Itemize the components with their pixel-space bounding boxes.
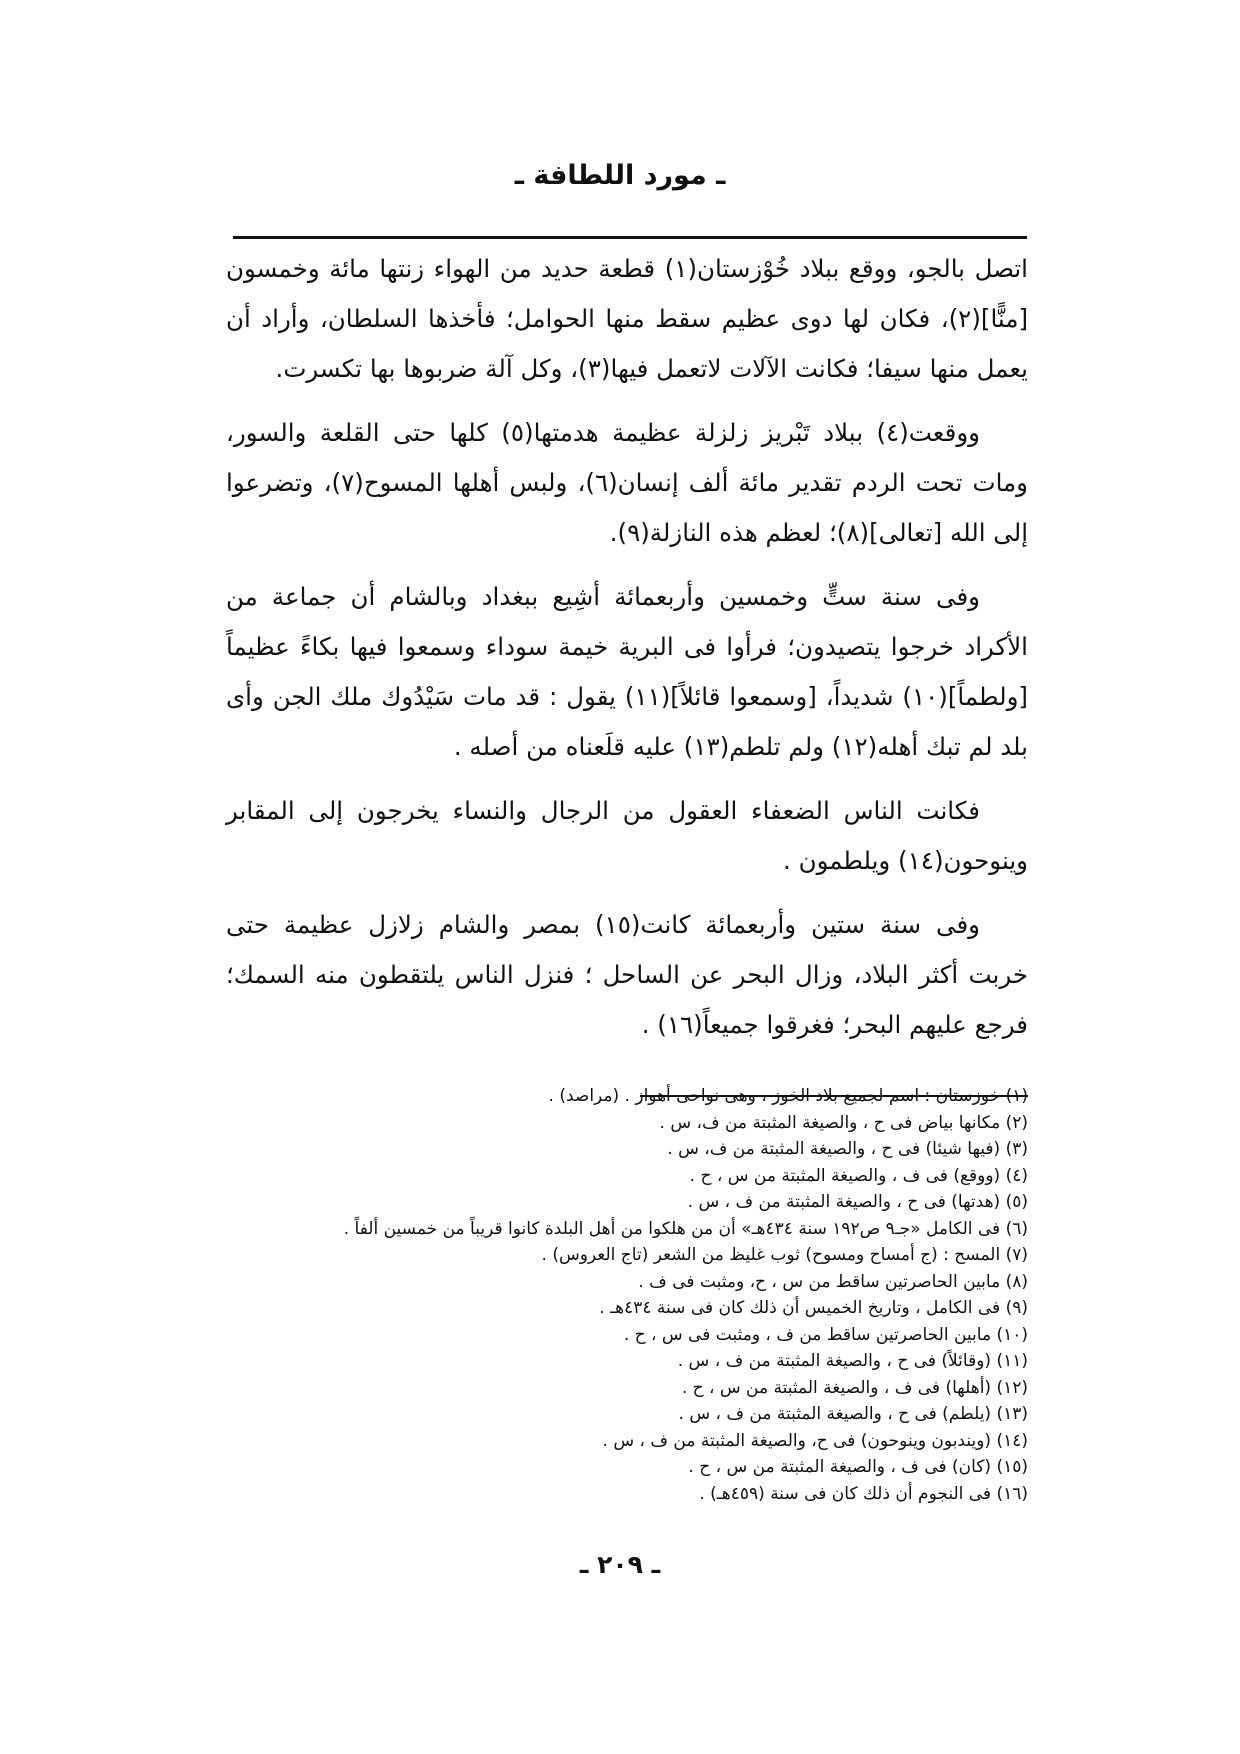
footnote: (١٦) فى النجوم أن ذلك كان فى سنة (٤٥٩هـ) . [699, 1483, 1028, 1504]
paragraph: اتصل بالجو، ووقع ببلاد خُوْزستان(١) قطعة حديد من الهواء زنتها مائة وخمسون [منًّا](٢)، فكان لها دوى عظيم سقط منها الحوامل؛ فأخذها السلطان، وأراد أن يعمل منها سيفا؛ فكانت الآلات لاتعمل فيها(٣)، وكل آلة ضربوها بها تكسرت. [226, 254, 1028, 383]
paragraph: ووقعت(٤) ببلاد تَبْريز زلزلة عظيمة هدمتها(٥) كلها حتى القلعة والسور، ومات تحت الردم تقدير مائة ألف إنسان(٦)، ولبس أهلها المسوح(٧)، وتضرعوا إلى الله [تعالى](٨)؛ لعظم هذه النازلة(٩). [226, 418, 1028, 547]
footnote: (٩) فى الكامل ، وتاريخ الخميس أن ذلك كان فى سنة ٤٣٤هـ . [599, 1298, 1028, 1318]
footnotes [220, 1083, 1028, 1507]
footnote: (٧) المسح : (ج أمساح ومسوح) ثوب غليظ من الشعر (تاج العروس) . [541, 1245, 1028, 1265]
footnote: (٣) (فيها شيئا) فى ح ، والصيغة المثبتة من ف، س . [667, 1139, 1028, 1159]
footnote: (١٣) (يلطم) فى ح ، والصيغة المثبتة من ف ، س . [678, 1404, 1028, 1424]
footnote: (١٢) (أهلها) فى ف ، والصيغة المثبتة من س ، ح . [681, 1377, 1028, 1398]
running-title: ـ مورد اللطافة ـ [514, 160, 726, 191]
paragraph: وفى سنة ستٍّ وخمسين وأربعمائة أشِيع ببغداد وبالشام أن جماعة من الأكراد خرجوا يتصيدون؛ فرأوا فى البرية خيمة سوداء وسمعوا فيها بكاءً عظيماً [ولطماً](١٠) شديداً، [وسمعوا قائلاً](١١) يقول : قد مات سَيْدُوك ملك الجن وأى بلد لم تبك أهله(١٢) ولم تلطم(١٣) عليه قلَعناه من أصله . [226, 582, 1028, 761]
footnote: (٥) (هدتها) فى ح ، والصيغة المثبتة من ف ، س . [687, 1192, 1028, 1212]
page-number: ـ ٢٠٩ ـ [579, 1550, 661, 1579]
footnote: (٨) مابين الحاصرتين ساقط من س ، ح، ومثبت فى ف . [638, 1271, 1028, 1292]
footnote: (٦) فى الكامل «جـ٩ ص١٩٢ سنة ٤٣٤هـ» أن من هلكوا من أهل البلدة كانوا قريباً من خمسين ألفاً . [343, 1218, 1028, 1239]
footnote: (١٥) (كان) فى ف ، والصيغة المثبتة من س ، ح . [688, 1457, 1028, 1477]
footnote: (١١) (وقائلاً) فى ح ، والصيغة المثبتة من ف ، س . [677, 1351, 1028, 1371]
footnote: (١٠) مابين الحاصرتين ساقط من ف ، ومثبت فى س ، ح . [623, 1324, 1028, 1345]
header-rule [233, 236, 1027, 239]
footnote: (٢) مكانها بياض فى ح ، والصيغة المثبتة من ف، س . [659, 1112, 1028, 1133]
footnote: (١٤) (ويندبون وينوحون) فى ح، والصيغة المثبتة من ف ، س . [602, 1430, 1028, 1451]
footnote: (٤) (ووقع) فى ف ، والصيغة المثبتة من س ، ح . [689, 1165, 1028, 1186]
footnote: (١) خوزستان : اسم لجميع بلاد الخوز ، وهى نواحى أهواز . (مراصد) . [548, 1086, 1028, 1106]
body-text [226, 244, 1028, 1050]
paragraph: فكانت الناس الضعفاء العقول من الرجال والنساء يخرجون إلى المقابر وينوحون(١٤) ويلطمون . [226, 796, 1028, 875]
paragraph: وفى سنة ستين وأربعمائة كانت(١٥) بمصر والشام زلازل عظيمة حتى خربت أكثر البلاد، وزال البحر عن الساحل ؛ فنزل الناس يلتقطون منه السمك؛ فرجع عليهم البحر؛ فغرقوا جميعاً(١٦) . [226, 910, 1028, 1039]
